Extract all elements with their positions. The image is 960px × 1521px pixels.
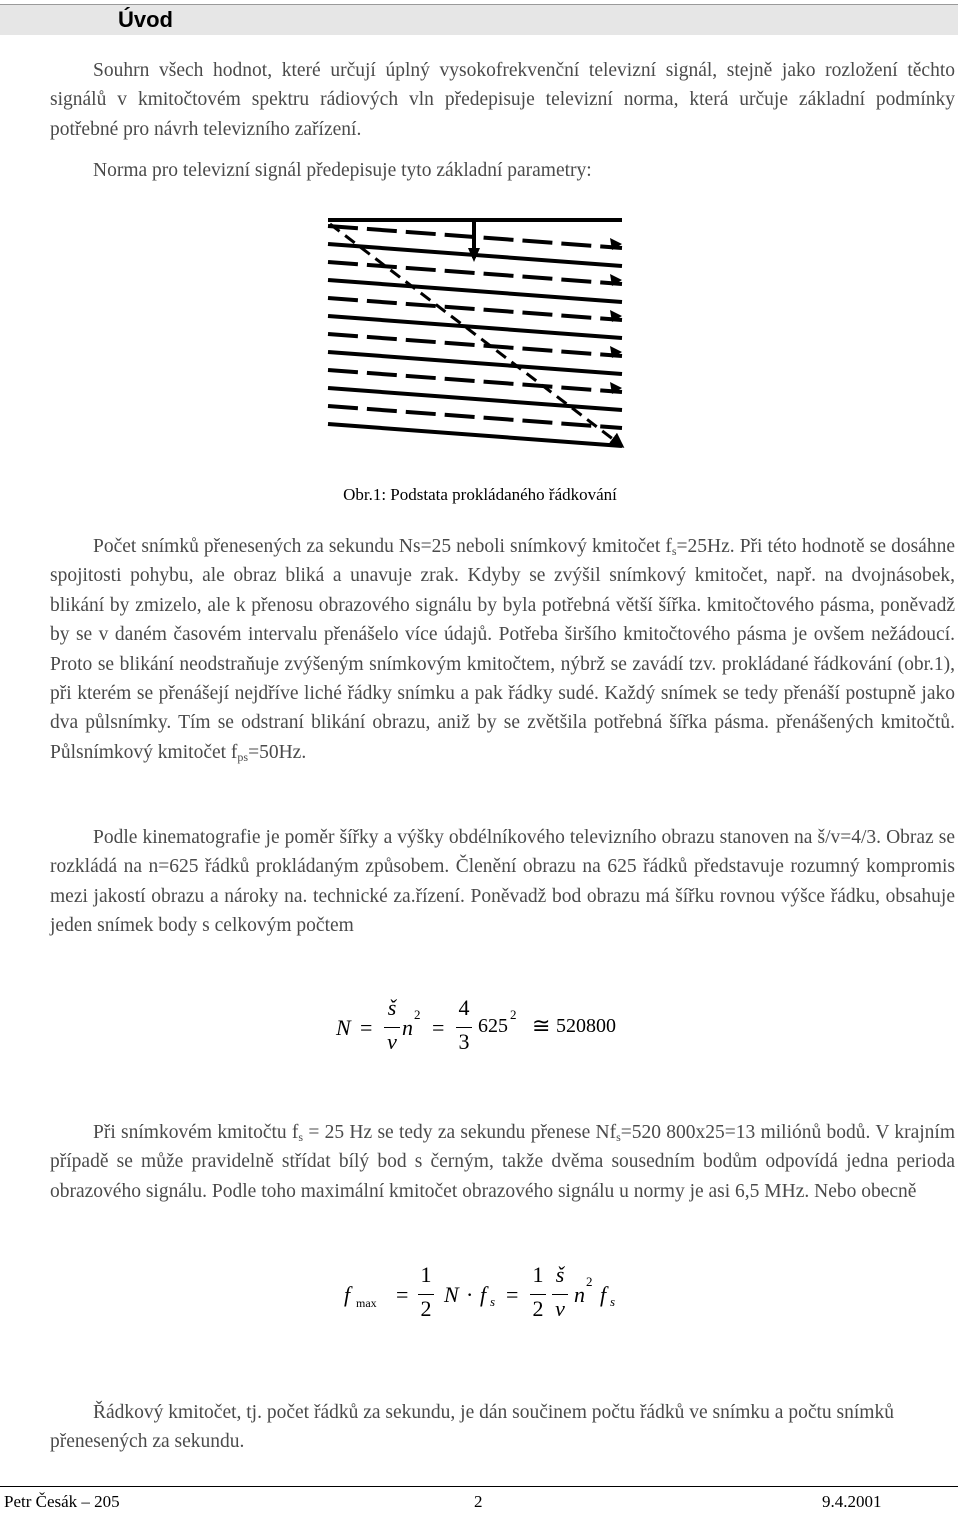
body-paragraph-aspect-ratio: Podle kinematografie je poměr šířky a výšky obdélníkového televizního obrazu stanoven na š/v=4/3. Obraz se rozkládá na n=625 řádků prokládaným způsobem. Členění obrazu na 625 řádků představuje rozumný kompromis mezi jakostí obrazu a nároky na. technické za.řízení. Poněvadž bod obrazu má šířku rovnou výšce řádku, obsahuje jeden snímek body s celkovým počtem (50, 827, 955, 937)
eq-exponent: 2 (586, 1274, 593, 1289)
figure-caption: Obr.1: Podstata prokládaného řádkování (343, 485, 617, 504)
body-paragraph-frame-rate (50, 532, 955, 767)
eq-numerator: 1 (420, 1262, 432, 1287)
eq-denominator: 3 (458, 1029, 470, 1054)
intro-paragraph: Souhrn všech hodnot, které určují úplný vysokofrekvenční televizní signál, stejně jako rozložení těchto signálů v kmitočtovém spektru rádiových vln předepisuje televizní norma, která určuje základní podmínky potřebné pro návrh televizního zařízení. (50, 60, 955, 140)
eq-operator: = (360, 1015, 373, 1040)
eq-numerator: 1 (532, 1262, 544, 1287)
eq-numerator: š (387, 995, 397, 1020)
eq-operator: = (506, 1282, 519, 1307)
eq-symbol: f (600, 1282, 607, 1307)
eq-subscript: s (490, 1294, 496, 1309)
interlaced-scanning-diagram (322, 218, 634, 460)
subscript: s (298, 1130, 304, 1144)
eq-operator: = (432, 1015, 445, 1040)
eq-exponent: 2 (414, 1007, 421, 1022)
section-title: Úvod (118, 7, 173, 32)
footer-page-number: 2 (474, 1492, 483, 1511)
equation-pixel-count (330, 995, 650, 1065)
eq-numerator: 4 (458, 995, 470, 1020)
footer-date: 9.4.2001 (822, 1492, 882, 1511)
eq-numerator: š (555, 1262, 565, 1287)
text-run: = 25 Hz se tedy za sekundu přenese Nf (303, 1122, 617, 1143)
eq-subscript: max (356, 1296, 377, 1310)
footer-rule (0, 1486, 958, 1487)
eq-denominator: 2 (532, 1296, 544, 1321)
body-paragraph-line-frequency: Řádkový kmitočet, tj. počet řádků za sekundu, je dán součinem počtu řádků ve snímku a počtu snímků přenesených za sekundu. (50, 1402, 894, 1453)
footer-author: Petr Česák – 205 (4, 1492, 120, 1511)
eq-symbol: f (480, 1282, 487, 1307)
text-run: =520 800x25=13 miliónů bodů. V krajním případě se může pravidelně střídat bílý bod s černým, takže dvěma sousedním bodům odpovídá jedna perioda obrazového signálu. Podle toho maximální kmitočet obrazového signálu u normy je asi 6,5 MHz. Nebo obecně (50, 1122, 956, 1202)
text-run: Při snímkovém kmitočtu f (93, 1122, 299, 1143)
text-run: =25Hz. Při této hodnotě se dosáhne spojitosti pohybu, ale obraz bliká a unavuje zrak. Kdyby se zvýšil snímkový kmitočet, např. na dvojnásobek, blikání by zmizelo, ale k přenosu obrazového signálu by byla potřebná větší šířka. kmitočtového pásma, poněvadž by se v daném časovém intervalu přenášelo více údajů. Potřeba širšího kmitočtového pásma je ovšem nežádoucí. Proto se blikání neodstraňuje zvýšeným snímkovým kmitočtem, nýbrž se zavádí tzv. prokládané řádkování (obr.1), při kterém se přenášejí nejdříve liché řádky snímku a pak řádky sudé. Každý snímek se tedy přenáší postupně jako dva půlsnímky. Tím se odstraní blikání obrazu, aniž by se zvětšila potřebná šířka pásma. přenášených kmitočtů. Půlsnímkový kmitočet f (50, 536, 955, 763)
equation-max-frequency (340, 1262, 640, 1332)
section-header (0, 4, 958, 35)
eq-operator: · (466, 1282, 474, 1307)
eq-operator: = (396, 1282, 409, 1307)
eq-exponent: 2 (510, 1007, 517, 1022)
intro-parameters-line: Norma pro televizní signál předepisuje tyto základní parametry: (93, 160, 592, 181)
eq-operator: ≅ (532, 1013, 551, 1038)
eq-symbol: N (444, 1282, 459, 1307)
subscript: s (616, 1130, 621, 1144)
eq-symbol: N (336, 1015, 351, 1040)
text-run: =50Hz. (248, 741, 307, 763)
eq-symbol: n (574, 1282, 585, 1307)
eq-number: 520800 (556, 1015, 616, 1037)
text-run: Počet snímků přenesených za sekundu Ns=25 neboli snímkový kmitočet f (93, 536, 672, 557)
eq-symbol: f (344, 1282, 351, 1307)
eq-symbol: n (402, 1015, 413, 1040)
subscript: s (671, 544, 677, 558)
subscript: ps (237, 749, 249, 764)
eq-subscript: s (610, 1294, 616, 1309)
body-paragraph-bandwidth (50, 1118, 955, 1206)
eq-denominator: v (555, 1296, 565, 1321)
eq-denominator: v (387, 1029, 397, 1054)
eq-number: 625 (478, 1015, 508, 1037)
eq-denominator: 2 (420, 1296, 432, 1321)
